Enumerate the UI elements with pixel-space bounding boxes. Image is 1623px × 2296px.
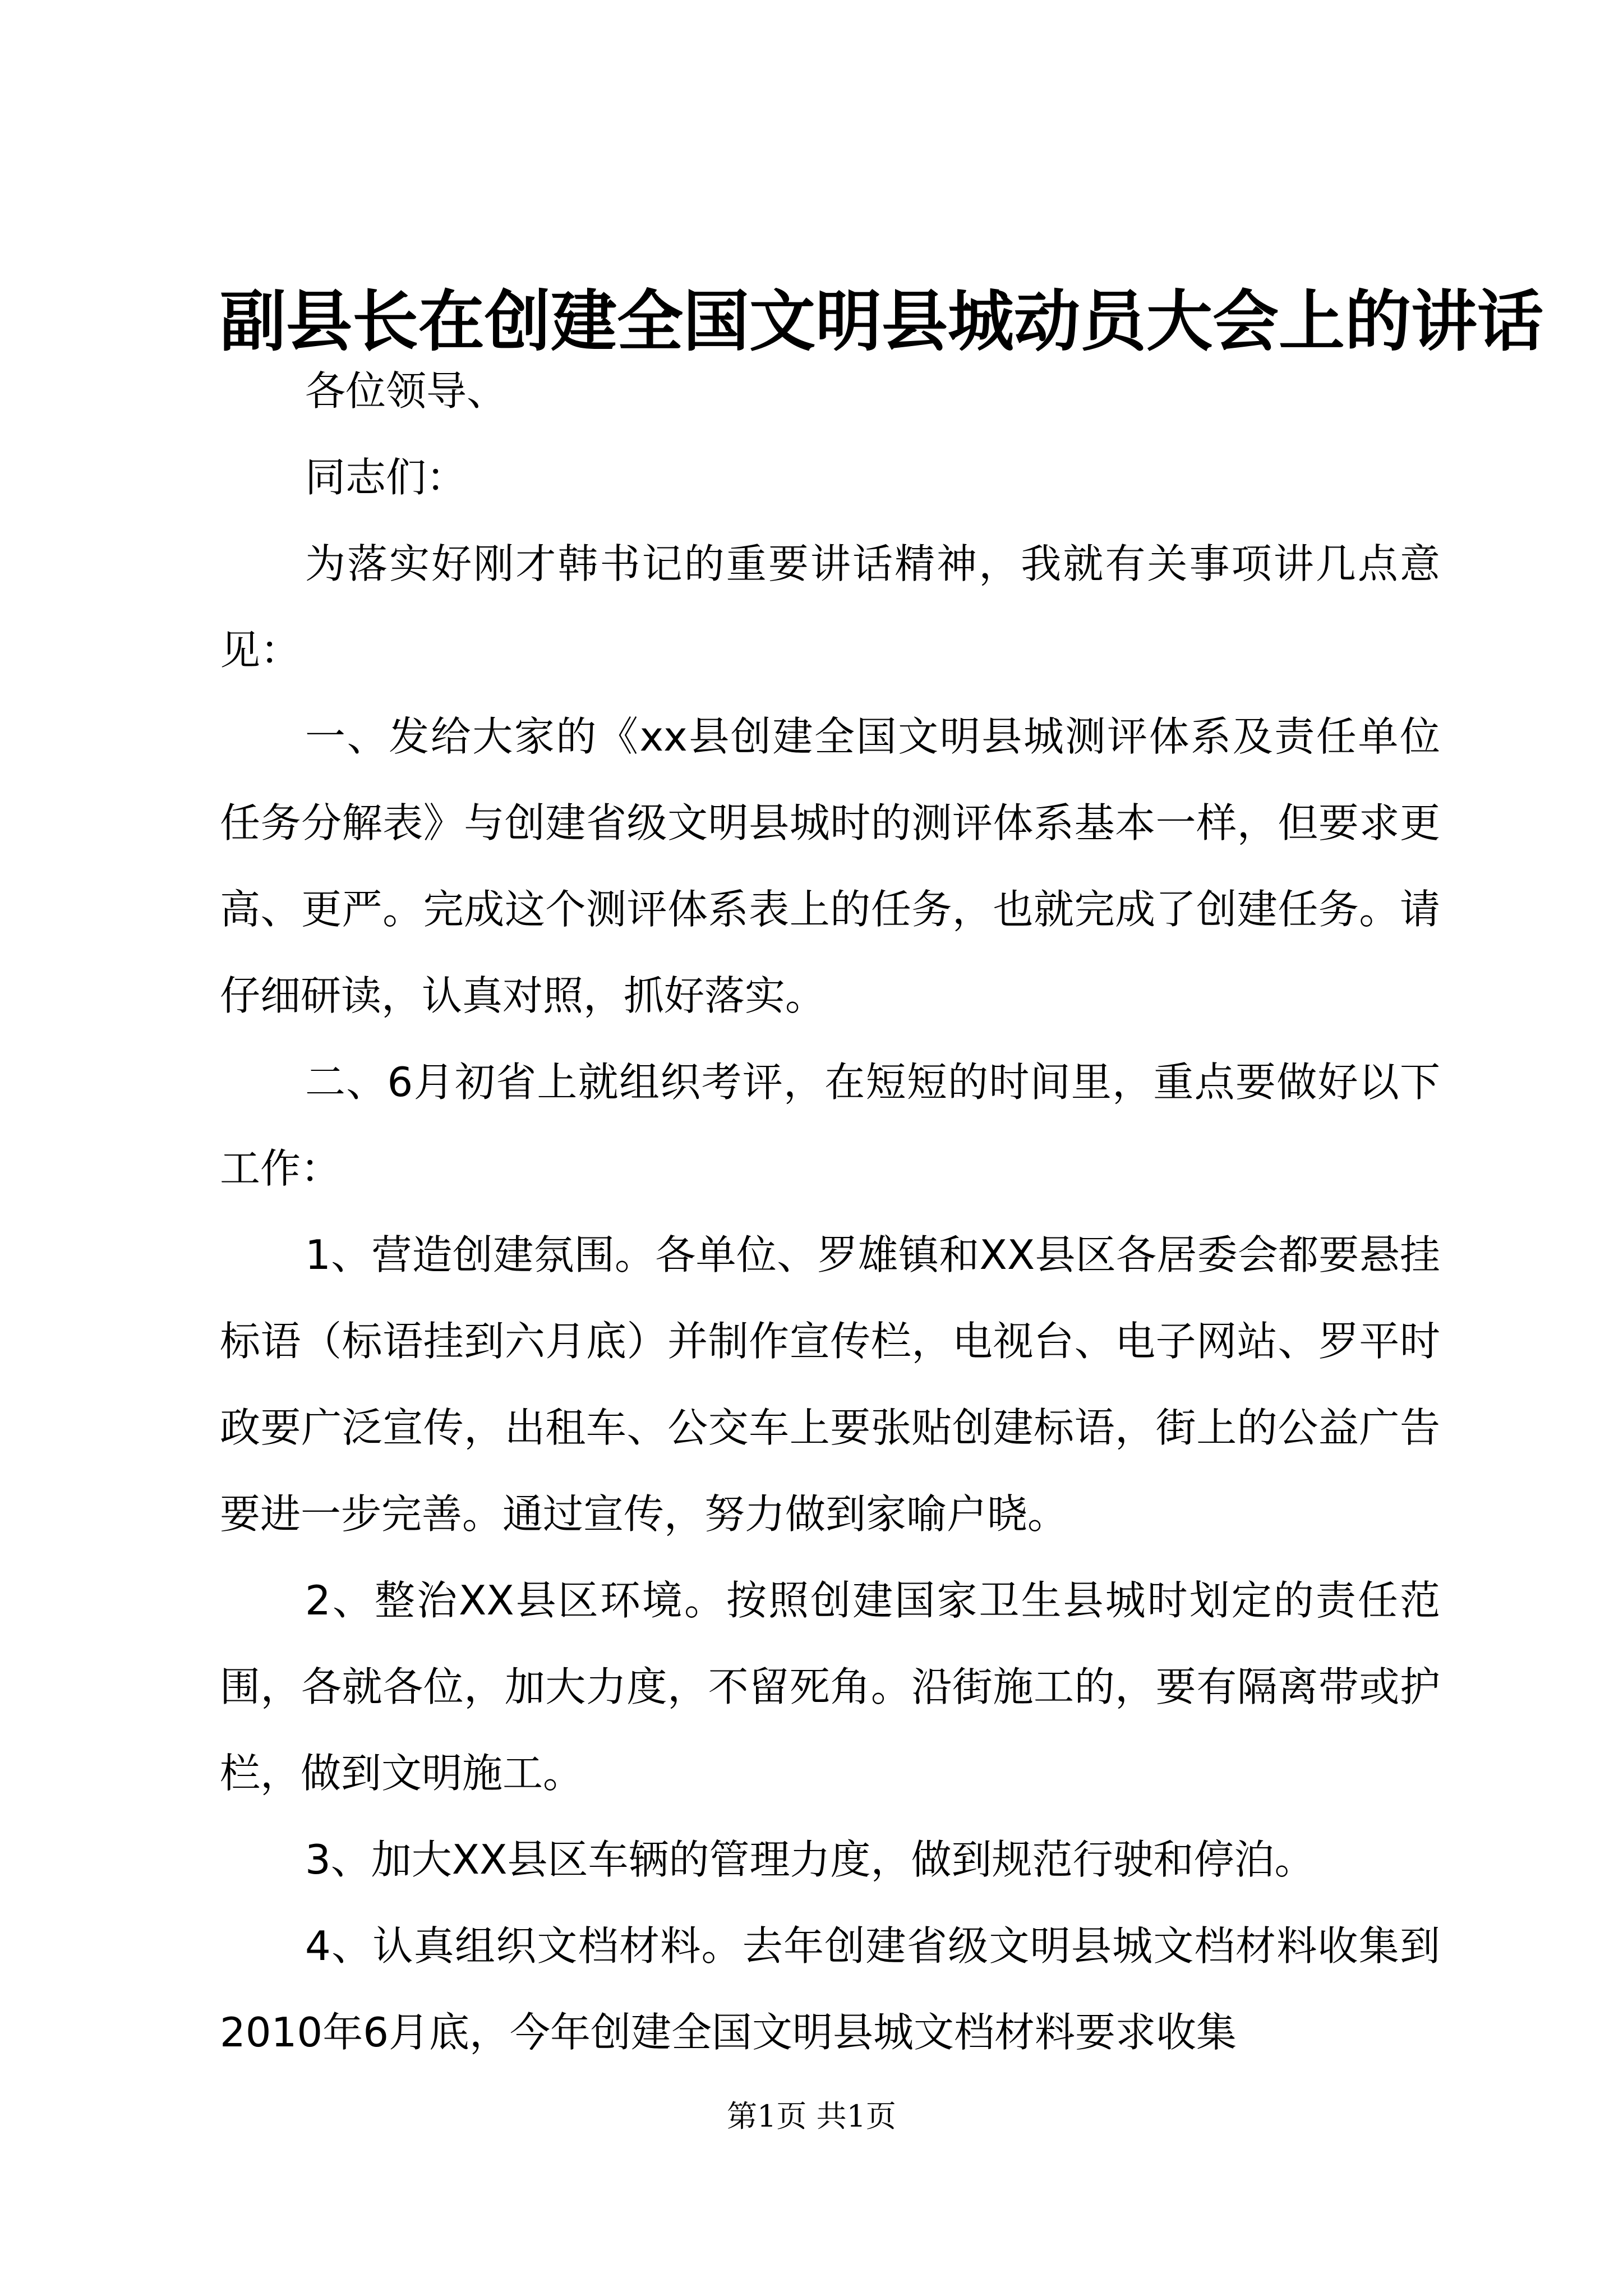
body-paragraph: 1、营造创建氛围。各单位、罗雄镇和XX县区各居委会都要悬挂标语（标语挂到六月底）并制作宣传栏，电视台、电子网站、罗平时政要广泛宣传，出租车、公交车上要张贴创建标语，街上的公益广告要进一步完善。通过宣传，努力做到家喻户晓。 (220, 1231, 1440, 1538)
body-paragraph: 为落实好刚才韩书记的重要讲话精神，我就有关事项讲几点意见： (220, 540, 1440, 674)
body-paragraph: 3、加大XX县区车辆的管理力度，做到规范行驶和停泊。 (305, 1836, 1315, 1883)
salutation-line-2: 同志们： (305, 454, 467, 501)
body-paragraph: 2、整治XX县区环境。按照创建国家卫生县城时划定的责任范围，各就各位，加大力度，不留死角。沿街施工的，要有隔离带或护栏，做到文明施工。 (220, 1577, 1440, 1797)
body-paragraph: 二、6月初省上就组织考评，在短短的时间里，重点要做好以下工作： (220, 1059, 1440, 1192)
body-paragraph: 一、发给大家的《xx县创建全国文明县城测评体系及责任单位任务分解表》与创建省级文明县城时的测评体系基本一样，但要求更高、更严。完成这个测评体系表上的任务，也就完成了创建任务。请仔细研读，认真对照，抓好落实。 (220, 713, 1440, 1019)
page-footer: 第1页 共1页 (727, 2099, 896, 2134)
document-title: 副县长在创建全国文明县城动员大会上的讲话 (220, 282, 1544, 360)
document-body (220, 348, 1440, 2076)
body-paragraph: 4、认真组织文档材料。去年创建省级文明县城文档材料收集到2010年6月底，今年创建全国文明县城文档材料要求收集 (220, 1922, 1440, 2056)
salutation-line-1: 各位领导、 (305, 367, 508, 415)
